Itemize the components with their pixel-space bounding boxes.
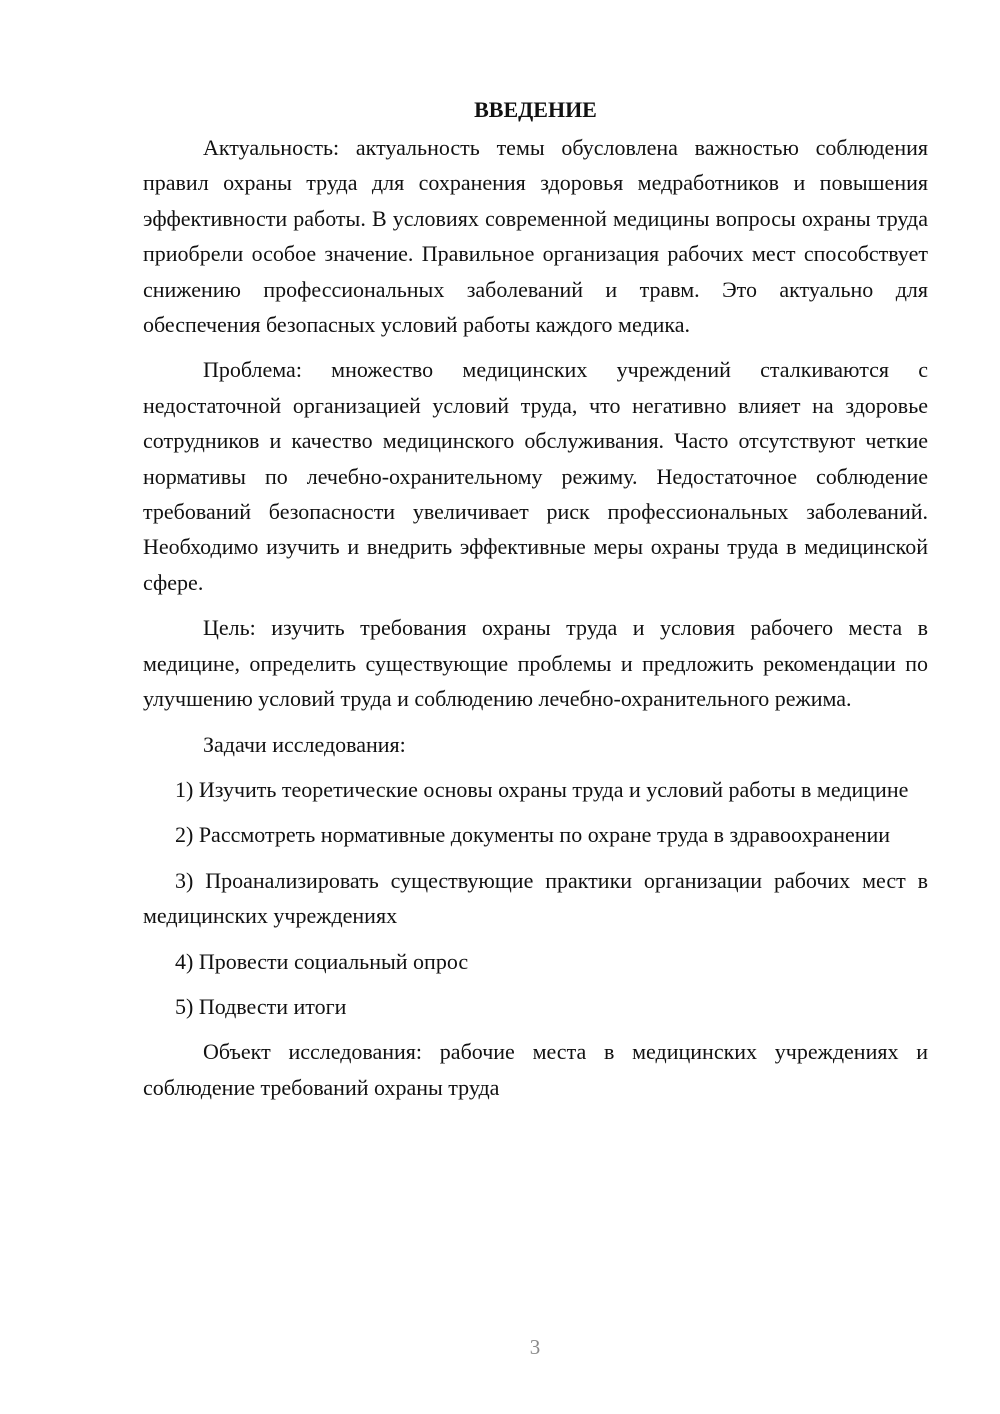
object-paragraph: Объект исследования: рабочие места в медицинских учреждениях и соблюдение требований охраны труда — [143, 1039, 928, 1100]
tasks-heading: Задачи исследования: — [203, 731, 406, 757]
page-content — [143, 92, 928, 1115]
section-title: ВВЕДЕНИЕ — [474, 97, 597, 122]
relevance-paragraph: Актуальность: актуальность темы обусловлена важностью соблюдения правил охраны труда для сохранения здоровья медработников и повышения эффективности работы. В условиях современной медицины вопросы охраны труда приобрели особое значение. Правильное организация рабочих мест способствует снижению профессиональных заболеваний и травм. Это актуально для обеспечения безопасных условий работы каждого медика. — [143, 135, 928, 338]
task-item-3: 3) Проанализировать существующие практики организации рабочих мест в медицинских учреждениях — [143, 867, 928, 929]
page-number: 3 — [529, 1335, 541, 1359]
goal-paragraph: Цель: изучить требования охраны труда и условия рабочего места в медицине, определить существующие проблемы и предложить рекомендации по улучшению условий труда и соблюдению лечебно-охранительного режима. — [143, 615, 928, 712]
task-item-4: 4) Провести социальный опрос — [175, 948, 469, 974]
task-item-1: 1) Изучить теоретические основы охраны труда и условий работы в медицине — [175, 776, 909, 802]
task-item-2: 2) Рассмотреть нормативные документы по охране труда в здравоохранении — [175, 822, 891, 848]
problem-paragraph: Проблема: множество медицинских учреждений сталкиваются с недостаточной организацией условий труда, что негативно влияет на здоровье сотрудников и качество медицинского обслуживания. Часто отсутствуют четкие нормативы по лечебно-охранительному режиму. Недостаточное соблюдение требований безопасности увеличивает риск профессиональных заболеваний. Необходимо изучить и внедрить эффективные меры охраны труда в медицинской сфере. — [143, 357, 928, 595]
task-item-5: 5) Подвести итоги — [175, 993, 347, 1019]
